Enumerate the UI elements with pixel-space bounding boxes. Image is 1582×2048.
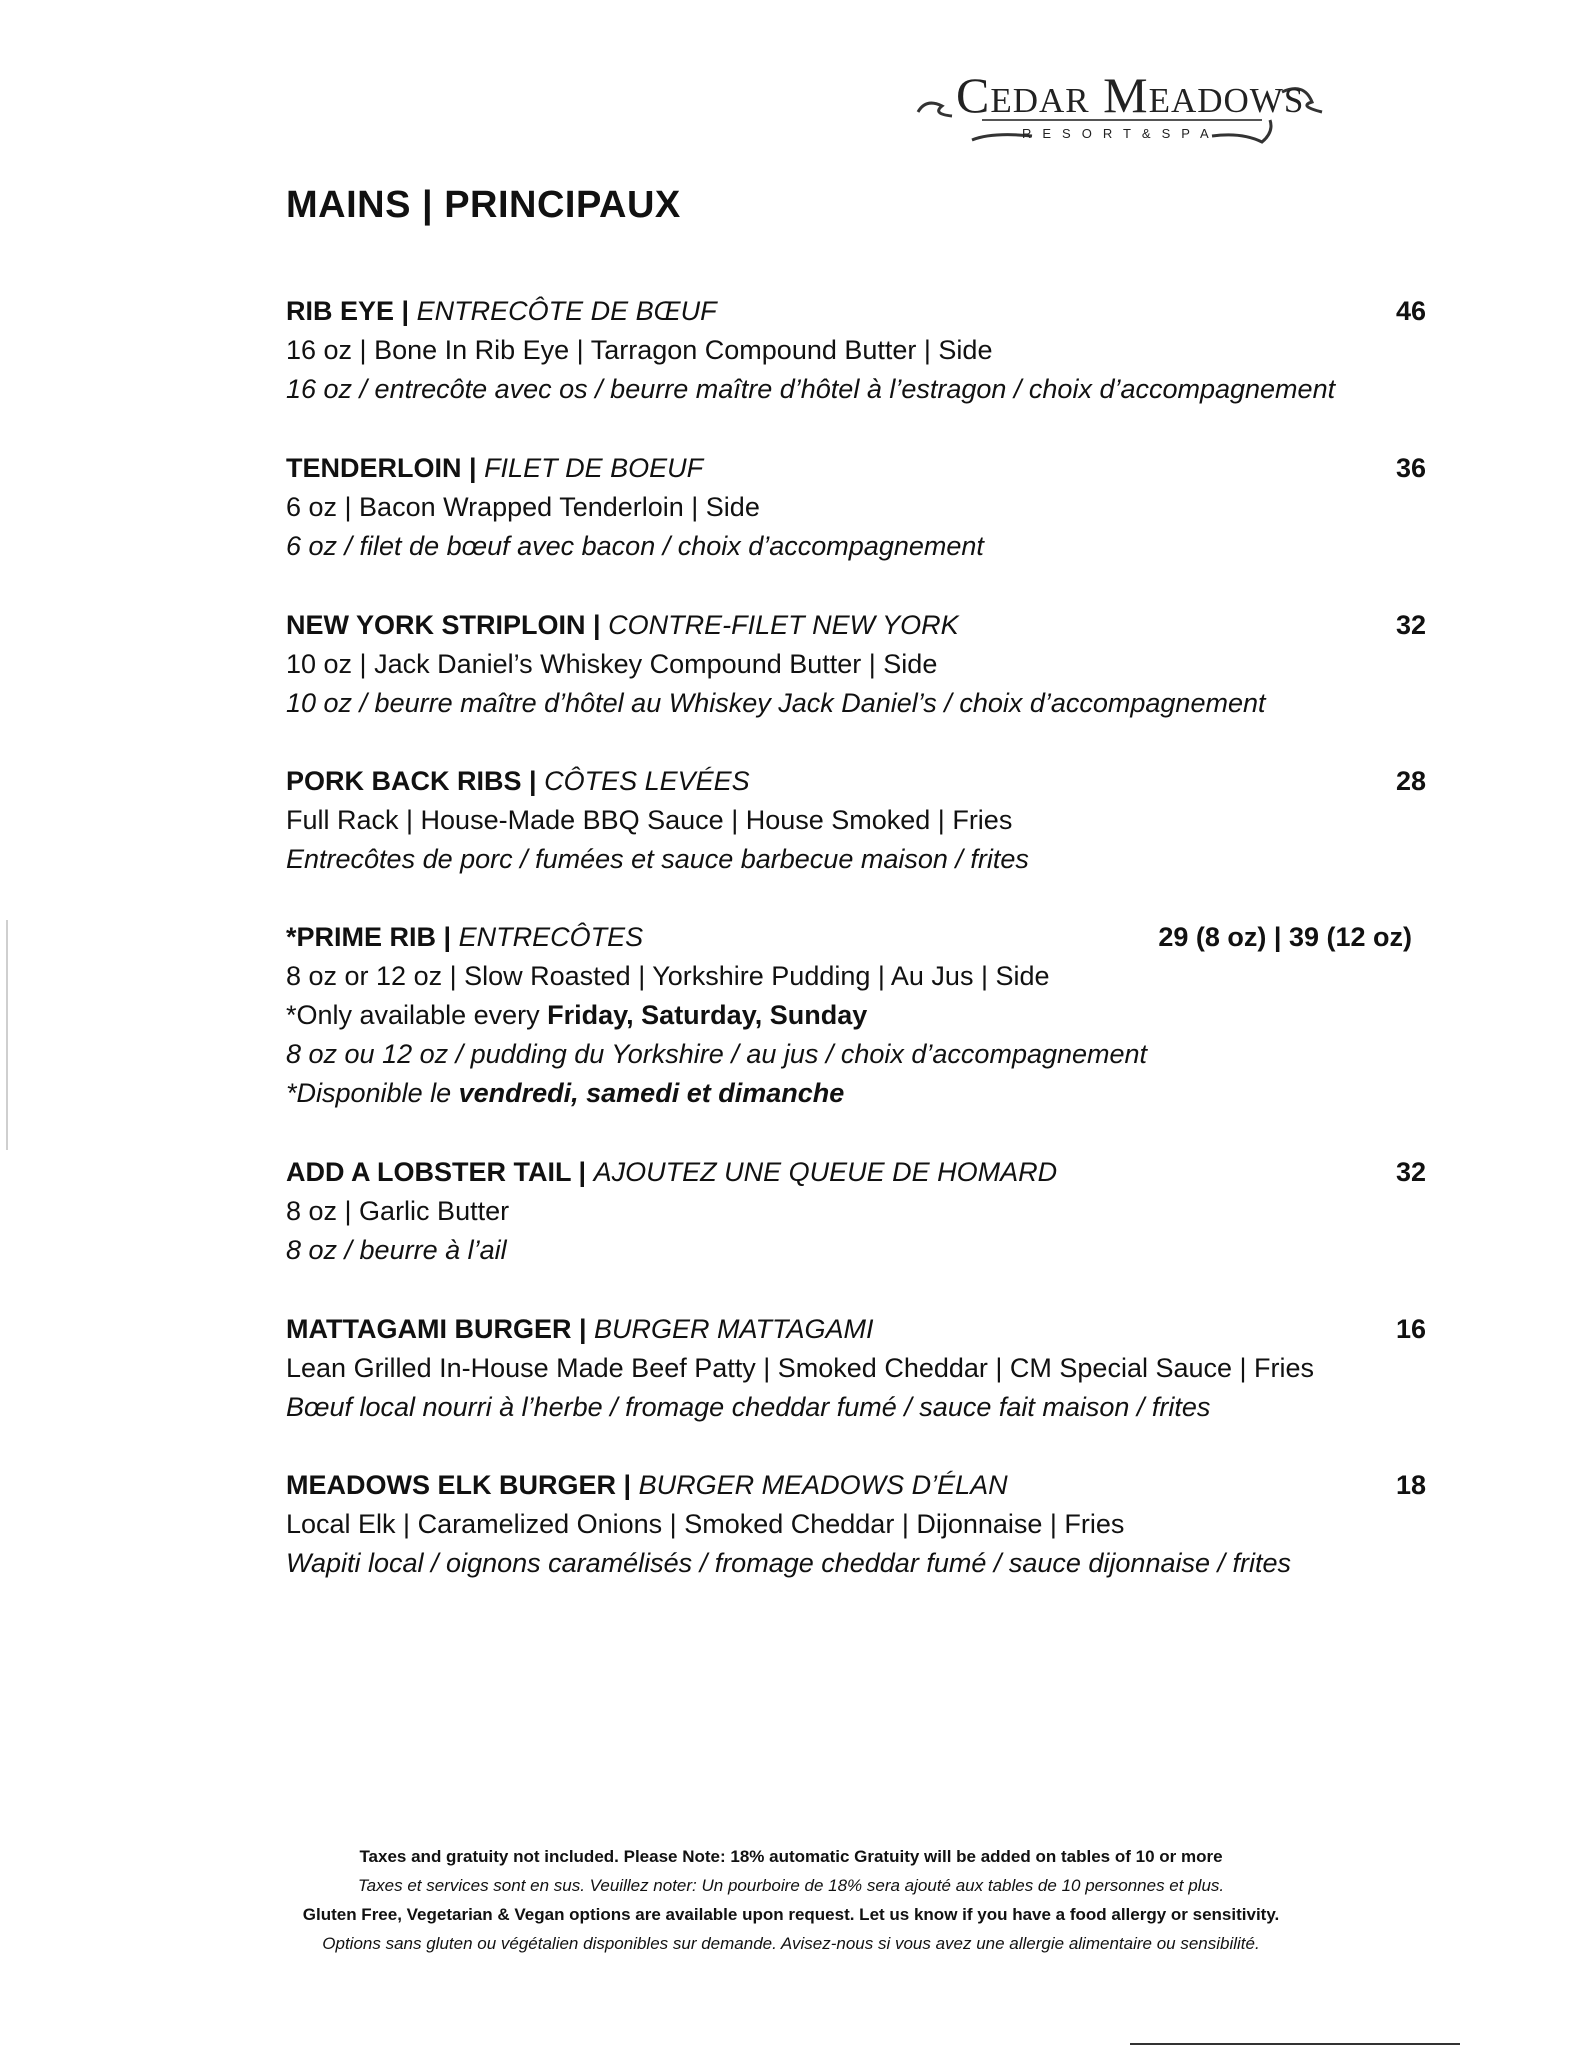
footer-notes bbox=[0, 1842, 1582, 1958]
menu-item-pork-back-ribs: PORK BACK RIBS | CÔTES LEVÉES 28 Full Rack | House-Made BBQ Sauce | House Smoked | Fries Entrecôtes de porc / fumées et sauce barbecue maison / frites bbox=[286, 762, 1426, 879]
availability-note bbox=[286, 996, 1426, 1035]
item-price: 16 bbox=[1395, 1314, 1426, 1344]
item-name-fr: AJOUTEZ UNE QUEUE DE HOMARD bbox=[593, 1157, 1058, 1187]
item-name: TENDERLOIN bbox=[286, 453, 462, 483]
item-description-fr: 16 oz / entrecôte avec os / beurre maître d’hôtel à l’estragon / choix d’accompagnement bbox=[286, 374, 1336, 404]
item-name: *PRIME RIB bbox=[286, 922, 437, 952]
item-name-fr: FILET DE BOEUF bbox=[484, 453, 704, 483]
menu-item-new-york-striploin: NEW YORK STRIPLOIN | CONTRE-FILET NEW YORK 32 10 oz | Jack Daniel’s Whiskey Compound Butter | Side 10 oz / beurre maître d’hôtel au Whiskey Jack Daniel’s / choix d’accompagnement bbox=[286, 606, 1426, 723]
footer-taxes-en: Taxes and gratuity not included. Please Note: 18% automatic Gratuity will be added on tables of 10 or more bbox=[359, 1847, 1223, 1866]
item-price: 32 bbox=[1395, 1157, 1426, 1187]
logo-tagline: RESORT&SPA bbox=[1022, 126, 1220, 141]
item-name: NEW YORK STRIPLOIN bbox=[286, 610, 586, 640]
item-price: 28 bbox=[1395, 766, 1426, 796]
availability-days-fr: vendredi, samedi et dimanche bbox=[458, 1078, 845, 1108]
item-description-fr: 10 oz / beurre maître d’hôtel au Whiskey Jack Daniel’s / choix d’accompagnement bbox=[286, 688, 1266, 718]
item-description: Lean Grilled In-House Made Beef Patty | Smoked Cheddar | CM Special Sauce | Fries bbox=[286, 1353, 1315, 1383]
item-description-fr: 8 oz / beurre à l’ail bbox=[286, 1235, 507, 1265]
item-name-fr: CONTRE-FILET NEW YORK bbox=[608, 610, 959, 640]
menu-item-prime-rib: *PRIME RIB | ENTRECÔTES 29 (8 oz) | 39 (12 oz) 8 oz or 12 oz | Slow Roasted | Yorkshire Pudding | Au Jus | Side *Only available every Friday, Saturday, Sunday 8 oz ou 12 oz / pudding du Yorkshire / au jus / choix d’accompagnement *Disponible le vendredi, samedi et dimanche bbox=[286, 918, 1426, 1113]
scan-edge-mark bbox=[6, 920, 8, 1150]
footer-dietary-en: Gluten Free, Vegetarian & Vegan options are available upon request. Let us know if you have a food allergy or sensitivity. bbox=[302, 1905, 1280, 1924]
item-name: MATTAGAMI BURGER bbox=[286, 1314, 572, 1344]
item-description: 10 oz | Jack Daniel’s Whiskey Compound Butter | Side bbox=[286, 649, 938, 679]
item-name-fr: BURGER MEADOWS D’ÉLAN bbox=[638, 1470, 1008, 1500]
item-description-fr: Bœuf local nourri à l’herbe / fromage cheddar fumé / sauce fait maison / frites bbox=[286, 1392, 1211, 1422]
page-title: MAINS | PRINCIPAUX bbox=[286, 184, 681, 226]
item-price: 18 bbox=[1395, 1470, 1426, 1500]
availability-note-fr bbox=[286, 1074, 1426, 1113]
item-price: 36 bbox=[1395, 453, 1426, 483]
item-name: ADD A LOBSTER TAIL bbox=[286, 1157, 571, 1187]
availability-prefix: *Only available every bbox=[286, 1000, 548, 1030]
item-name-fr: CÔTES LEVÉES bbox=[544, 766, 750, 796]
cedar-meadows-logo bbox=[912, 62, 1332, 152]
item-description: 6 oz | Bacon Wrapped Tenderloin | Side bbox=[286, 492, 760, 522]
availability-prefix-fr: *Disponible le bbox=[286, 1078, 459, 1108]
item-description: Local Elk | Caramelized Onions | Smoked Cheddar | Dijonnaise | Fries bbox=[286, 1509, 1125, 1539]
item-name: RIB EYE bbox=[286, 296, 395, 326]
item-description-fr: Entrecôtes de porc / fumées et sauce barbecue maison / frites bbox=[286, 844, 1029, 874]
menu-item-mattagami-burger: MATTAGAMI BURGER | BURGER MATTAGAMI 16 Lean Grilled In-House Made Beef Patty | Smoked Cheddar | CM Special Sauce | Fries Bœuf local nourri à l’herbe / fromage cheddar fumé / sauce fait maison / frites bbox=[286, 1310, 1426, 1427]
footer-taxes-fr: Taxes et services sont en sus. Veuillez noter: Un pourboire de 18% sera ajouté aux tables de 10 personnes et plus. bbox=[357, 1876, 1225, 1895]
item-price: 46 bbox=[1395, 296, 1426, 326]
logo-wordmark: Cedar Meadows bbox=[956, 67, 1305, 123]
item-name-fr: ENTRECÔTE DE BŒUF bbox=[416, 296, 717, 326]
item-name: PORK BACK RIBS bbox=[286, 766, 522, 796]
item-name: MEADOWS ELK BURGER bbox=[286, 1470, 616, 1500]
menu-item-tenderloin: TENDERLOIN | FILET DE BOEUF 36 6 oz | Bacon Wrapped Tenderloin | Side 6 oz / filet de bœuf avec bacon / choix d’accompagnement bbox=[286, 449, 1426, 566]
menu-item-meadows-elk-burger: MEADOWS ELK BURGER | BURGER MEADOWS D’ÉLAN 18 Local Elk | Caramelized Onions | Smoked Cheddar | Dijonnaise | Fries Wapiti local / oignons caramélisés / fromage cheddar fumé / sauce dijonnaise / frites bbox=[286, 1466, 1426, 1583]
menu-item-rib-eye: RIB EYE | ENTRECÔTE DE BŒUF 46 16 oz | Bone In Rib Eye | Tarragon Compound Butter | Side 16 oz / entrecôte avec os / beurre maître d’hôtel à l’estragon / choix d’accompagnement bbox=[286, 292, 1426, 409]
item-price: 29 (8 oz) | 39 (12 oz) bbox=[1158, 922, 1412, 952]
item-description-fr: Wapiti local / oignons caramélisés / fromage cheddar fumé / sauce dijonnaise / frites bbox=[286, 1548, 1291, 1578]
item-price: 32 bbox=[1395, 610, 1426, 640]
footer-dietary-fr: Options sans gluten ou végétalien disponibles sur demande. Avisez-nous si vous avez une allergie alimentaire ou sensibilité. bbox=[322, 1934, 1260, 1953]
item-name-fr: ENTRECÔTES bbox=[458, 922, 644, 952]
item-description-fr: 6 oz / filet de bœuf avec bacon / choix d’accompagnement bbox=[286, 531, 984, 561]
availability-days: Friday, Saturday, Sunday bbox=[547, 1000, 868, 1030]
item-description: 8 oz or 12 oz | Slow Roasted | Yorkshire Pudding | Au Jus | Side bbox=[286, 961, 1050, 991]
item-description-fr: 8 oz ou 12 oz / pudding du Yorkshire / au jus / choix d’accompagnement bbox=[286, 1039, 1148, 1069]
bottom-rule bbox=[1130, 2043, 1460, 2045]
item-name-fr: BURGER MATTAGAMI bbox=[594, 1314, 874, 1344]
item-description: Full Rack | House-Made BBQ Sauce | House Smoked | Fries bbox=[286, 805, 1013, 835]
item-description: 8 oz | Garlic Butter bbox=[286, 1196, 510, 1226]
menu-item-lobster-tail: ADD A LOBSTER TAIL | AJOUTEZ UNE QUEUE DE HOMARD 32 8 oz | Garlic Butter 8 oz / beurre à l’ail bbox=[286, 1153, 1426, 1270]
item-description: 16 oz | Bone In Rib Eye | Tarragon Compound Butter | Side bbox=[286, 335, 993, 365]
